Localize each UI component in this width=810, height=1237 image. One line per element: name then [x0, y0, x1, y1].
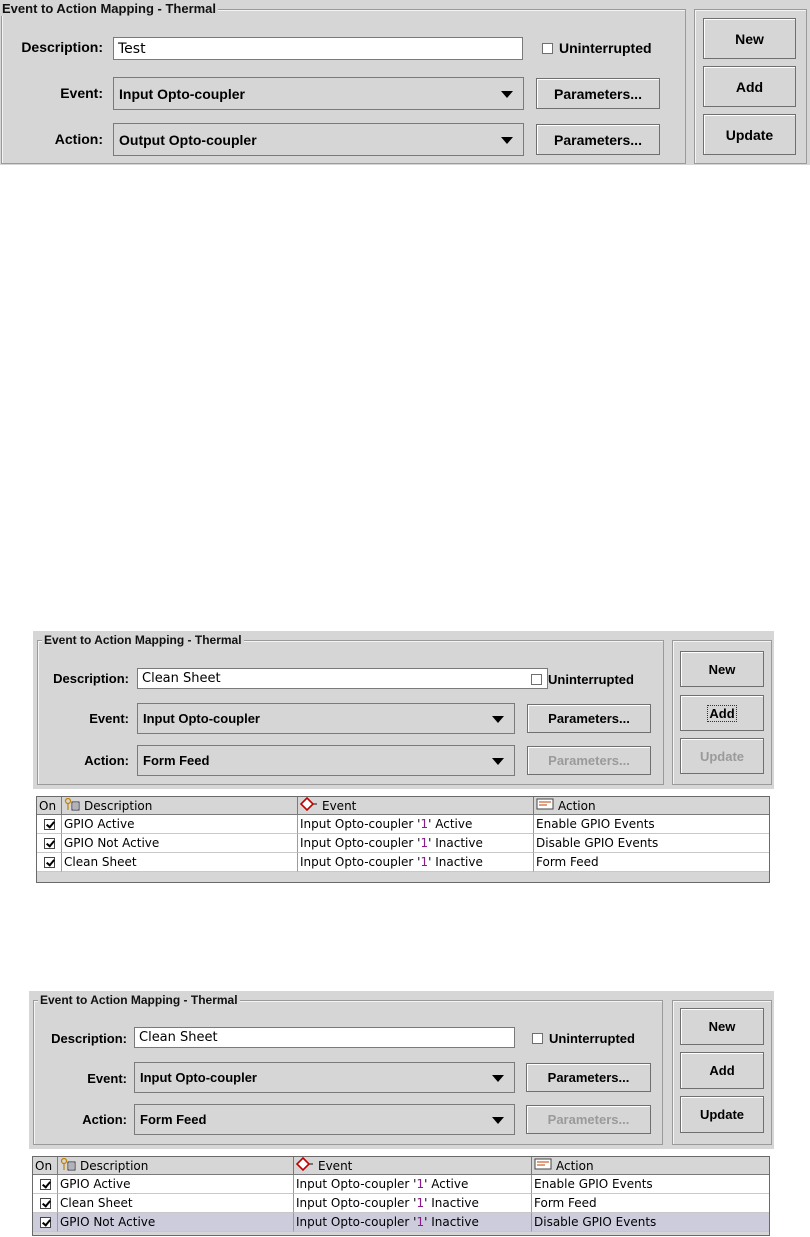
description-label: Description: — [51, 1031, 127, 1046]
uninterrupted-label: Uninterrupted — [548, 672, 634, 687]
description-input[interactable]: Clean Sheet — [137, 668, 548, 689]
event-dropdown-value: Input Opto-coupler — [140, 1070, 257, 1085]
description-input[interactable]: Test — [113, 37, 523, 60]
column-header-event[interactable] — [294, 1157, 532, 1174]
on-cell[interactable] — [37, 815, 62, 834]
group-title: Event to Action Mapping - Thermal — [44, 633, 242, 647]
event-dropdown[interactable] — [113, 77, 524, 110]
action-dropdown-value: Output Opto-coupler — [119, 131, 257, 148]
chevron-down-icon — [492, 1075, 504, 1082]
action-dropdown-value: Form Feed — [140, 1112, 207, 1127]
action-label: Action: — [84, 753, 129, 768]
enabled-checkbox[interactable] — [40, 1198, 51, 1209]
chevron-down-icon — [501, 91, 513, 98]
event-dropdown-value: Input Opto-coupler — [119, 85, 245, 102]
action-cell: Form Feed — [532, 1194, 770, 1213]
event-text: Input Opto-coupler ' — [296, 1196, 417, 1210]
event-text: ' Active — [424, 1177, 469, 1191]
column-header-event[interactable] — [298, 797, 534, 814]
checkbox-box[interactable] — [532, 1033, 543, 1044]
event-number: 1 — [416, 1177, 425, 1191]
event-label: Event: — [89, 711, 129, 726]
event-number: 1 — [420, 817, 429, 831]
event-text: ' Inactive — [428, 855, 483, 869]
uninterrupted-checkbox[interactable] — [532, 1031, 635, 1046]
event-dropdown[interactable] — [137, 703, 515, 734]
action-parameters-button[interactable]: Parameters... — [527, 746, 651, 775]
table-header — [37, 797, 769, 815]
enabled-checkbox[interactable] — [44, 857, 55, 868]
event-number: 1 — [416, 1215, 425, 1229]
mapping-panel-2 — [33, 631, 774, 789]
uninterrupted-checkbox[interactable] — [531, 672, 634, 687]
action-icon — [534, 1158, 552, 1173]
chevron-down-icon — [492, 716, 504, 723]
event-text: ' Inactive — [428, 836, 483, 850]
column-header-label: Event — [318, 1158, 353, 1173]
description-icon — [60, 1158, 76, 1174]
column-header-label: Description — [80, 1158, 149, 1173]
action-cell: Enable GPIO Events — [534, 815, 770, 834]
enabled-checkbox[interactable] — [40, 1217, 51, 1228]
action-cell: Disable GPIO Events — [534, 834, 770, 853]
event-icon — [300, 797, 318, 814]
event-parameters-button[interactable]: Parameters... — [536, 78, 660, 109]
description-icon — [64, 798, 80, 814]
column-header-action[interactable] — [534, 797, 770, 814]
action-cell: Enable GPIO Events — [532, 1175, 770, 1194]
mapping-panel-1 — [0, 0, 810, 165]
action-dropdown[interactable] — [137, 745, 515, 776]
table-row[interactable] — [37, 834, 769, 853]
action-parameters-button[interactable]: Parameters... — [536, 124, 660, 155]
column-header-on[interactable]: On — [37, 797, 62, 814]
description-cell: Clean Sheet — [62, 853, 298, 872]
event-label: Event: — [87, 1071, 127, 1086]
event-label: Event: — [60, 85, 103, 101]
uninterrupted-label: Uninterrupted — [549, 1031, 635, 1046]
event-cell — [294, 1194, 532, 1213]
on-cell[interactable] — [37, 834, 62, 853]
table-row[interactable] — [33, 1175, 769, 1194]
checkbox-box[interactable] — [542, 43, 553, 54]
description-label: Description: — [21, 39, 103, 55]
action-dropdown-value: Form Feed — [143, 753, 210, 768]
action-parameters-button[interactable]: Parameters... — [526, 1105, 651, 1134]
table-row-selected[interactable] — [33, 1213, 769, 1232]
new-button[interactable]: New — [703, 18, 796, 59]
event-text: Input Opto-coupler ' — [296, 1215, 417, 1229]
column-header-description[interactable] — [62, 797, 298, 814]
update-button[interactable]: Update — [703, 114, 796, 155]
event-dropdown-value: Input Opto-coupler — [143, 711, 260, 726]
column-header-label: Event — [322, 798, 357, 813]
group-title: Event to Action Mapping - Thermal — [40, 993, 238, 1007]
event-text: ' Inactive — [424, 1196, 479, 1210]
event-text: ' Inactive — [424, 1215, 479, 1229]
table-header — [33, 1157, 769, 1175]
new-button[interactable]: New — [680, 1008, 764, 1045]
chevron-down-icon — [492, 1117, 504, 1124]
event-text: Input Opto-coupler ' — [296, 1177, 417, 1191]
event-number: 1 — [420, 855, 429, 869]
chevron-down-icon — [492, 758, 504, 765]
table-row[interactable] — [37, 853, 769, 872]
mapping-panel-3 — [29, 991, 774, 1149]
description-cell: GPIO Active — [62, 815, 298, 834]
add-button[interactable]: Add — [703, 66, 796, 107]
action-dropdown[interactable] — [134, 1104, 515, 1135]
event-text: Input Opto-coupler ' — [300, 836, 421, 850]
uninterrupted-checkbox[interactable] — [542, 40, 652, 56]
uninterrupted-label: Uninterrupted — [559, 40, 652, 56]
description-cell: GPIO Active — [58, 1175, 294, 1194]
column-header-description[interactable] — [58, 1157, 294, 1174]
table-row[interactable] — [33, 1194, 769, 1213]
description-cell: Clean Sheet — [58, 1194, 294, 1213]
update-button[interactable]: Update — [680, 1096, 764, 1133]
description-cell: GPIO Not Active — [62, 834, 298, 853]
action-icon — [536, 798, 554, 813]
update-button[interactable]: Update — [680, 738, 764, 774]
action-cell: Form Feed — [534, 853, 770, 872]
event-text: Input Opto-coupler ' — [300, 817, 421, 831]
column-header-label: Action — [558, 798, 596, 813]
event-cell — [298, 853, 534, 872]
chevron-down-icon — [501, 137, 513, 144]
description-input[interactable]: Clean Sheet — [134, 1027, 515, 1048]
description-label: Description: — [53, 671, 129, 686]
enabled-checkbox[interactable] — [44, 838, 55, 849]
on-cell[interactable] — [33, 1213, 58, 1232]
event-cell — [298, 815, 534, 834]
event-parameters-button[interactable]: Parameters... — [526, 1063, 651, 1092]
on-cell[interactable] — [33, 1175, 58, 1194]
description-cell: GPIO Not Active — [58, 1213, 294, 1232]
event-parameters-button[interactable]: Parameters... — [527, 704, 651, 733]
event-cell — [298, 834, 534, 853]
event-number: 1 — [420, 836, 429, 850]
add-button[interactable] — [680, 695, 764, 731]
event-number: 1 — [416, 1196, 425, 1210]
mapping-table-1[interactable] — [36, 796, 770, 883]
mapping-table-2[interactable] — [32, 1156, 770, 1236]
checkbox-box[interactable] — [531, 674, 542, 685]
new-button[interactable]: New — [680, 651, 764, 687]
event-icon — [296, 1157, 314, 1174]
column-header-on[interactable]: On — [33, 1157, 58, 1174]
event-text: Input Opto-coupler ' — [300, 855, 421, 869]
action-label: Action: — [54, 131, 103, 147]
enabled-checkbox[interactable] — [40, 1179, 51, 1190]
enabled-checkbox[interactable] — [44, 819, 55, 830]
add-button[interactable]: Add — [680, 1052, 764, 1089]
event-cell — [294, 1175, 532, 1194]
group-title: Event to Action Mapping - Thermal — [2, 1, 217, 16]
action-label: Action: — [82, 1112, 127, 1127]
on-cell[interactable] — [33, 1194, 58, 1213]
table-row[interactable] — [37, 815, 769, 834]
event-text: ' Active — [428, 817, 473, 831]
column-header-label: Action — [556, 1158, 594, 1173]
column-header-label: Description — [84, 798, 153, 813]
action-dropdown[interactable] — [113, 123, 524, 156]
on-cell[interactable] — [37, 853, 62, 872]
action-cell: Disable GPIO Events — [532, 1213, 770, 1232]
event-dropdown[interactable] — [134, 1062, 515, 1093]
column-header-action[interactable] — [532, 1157, 770, 1174]
add-button-label: Add — [709, 705, 735, 721]
event-cell — [294, 1213, 532, 1232]
